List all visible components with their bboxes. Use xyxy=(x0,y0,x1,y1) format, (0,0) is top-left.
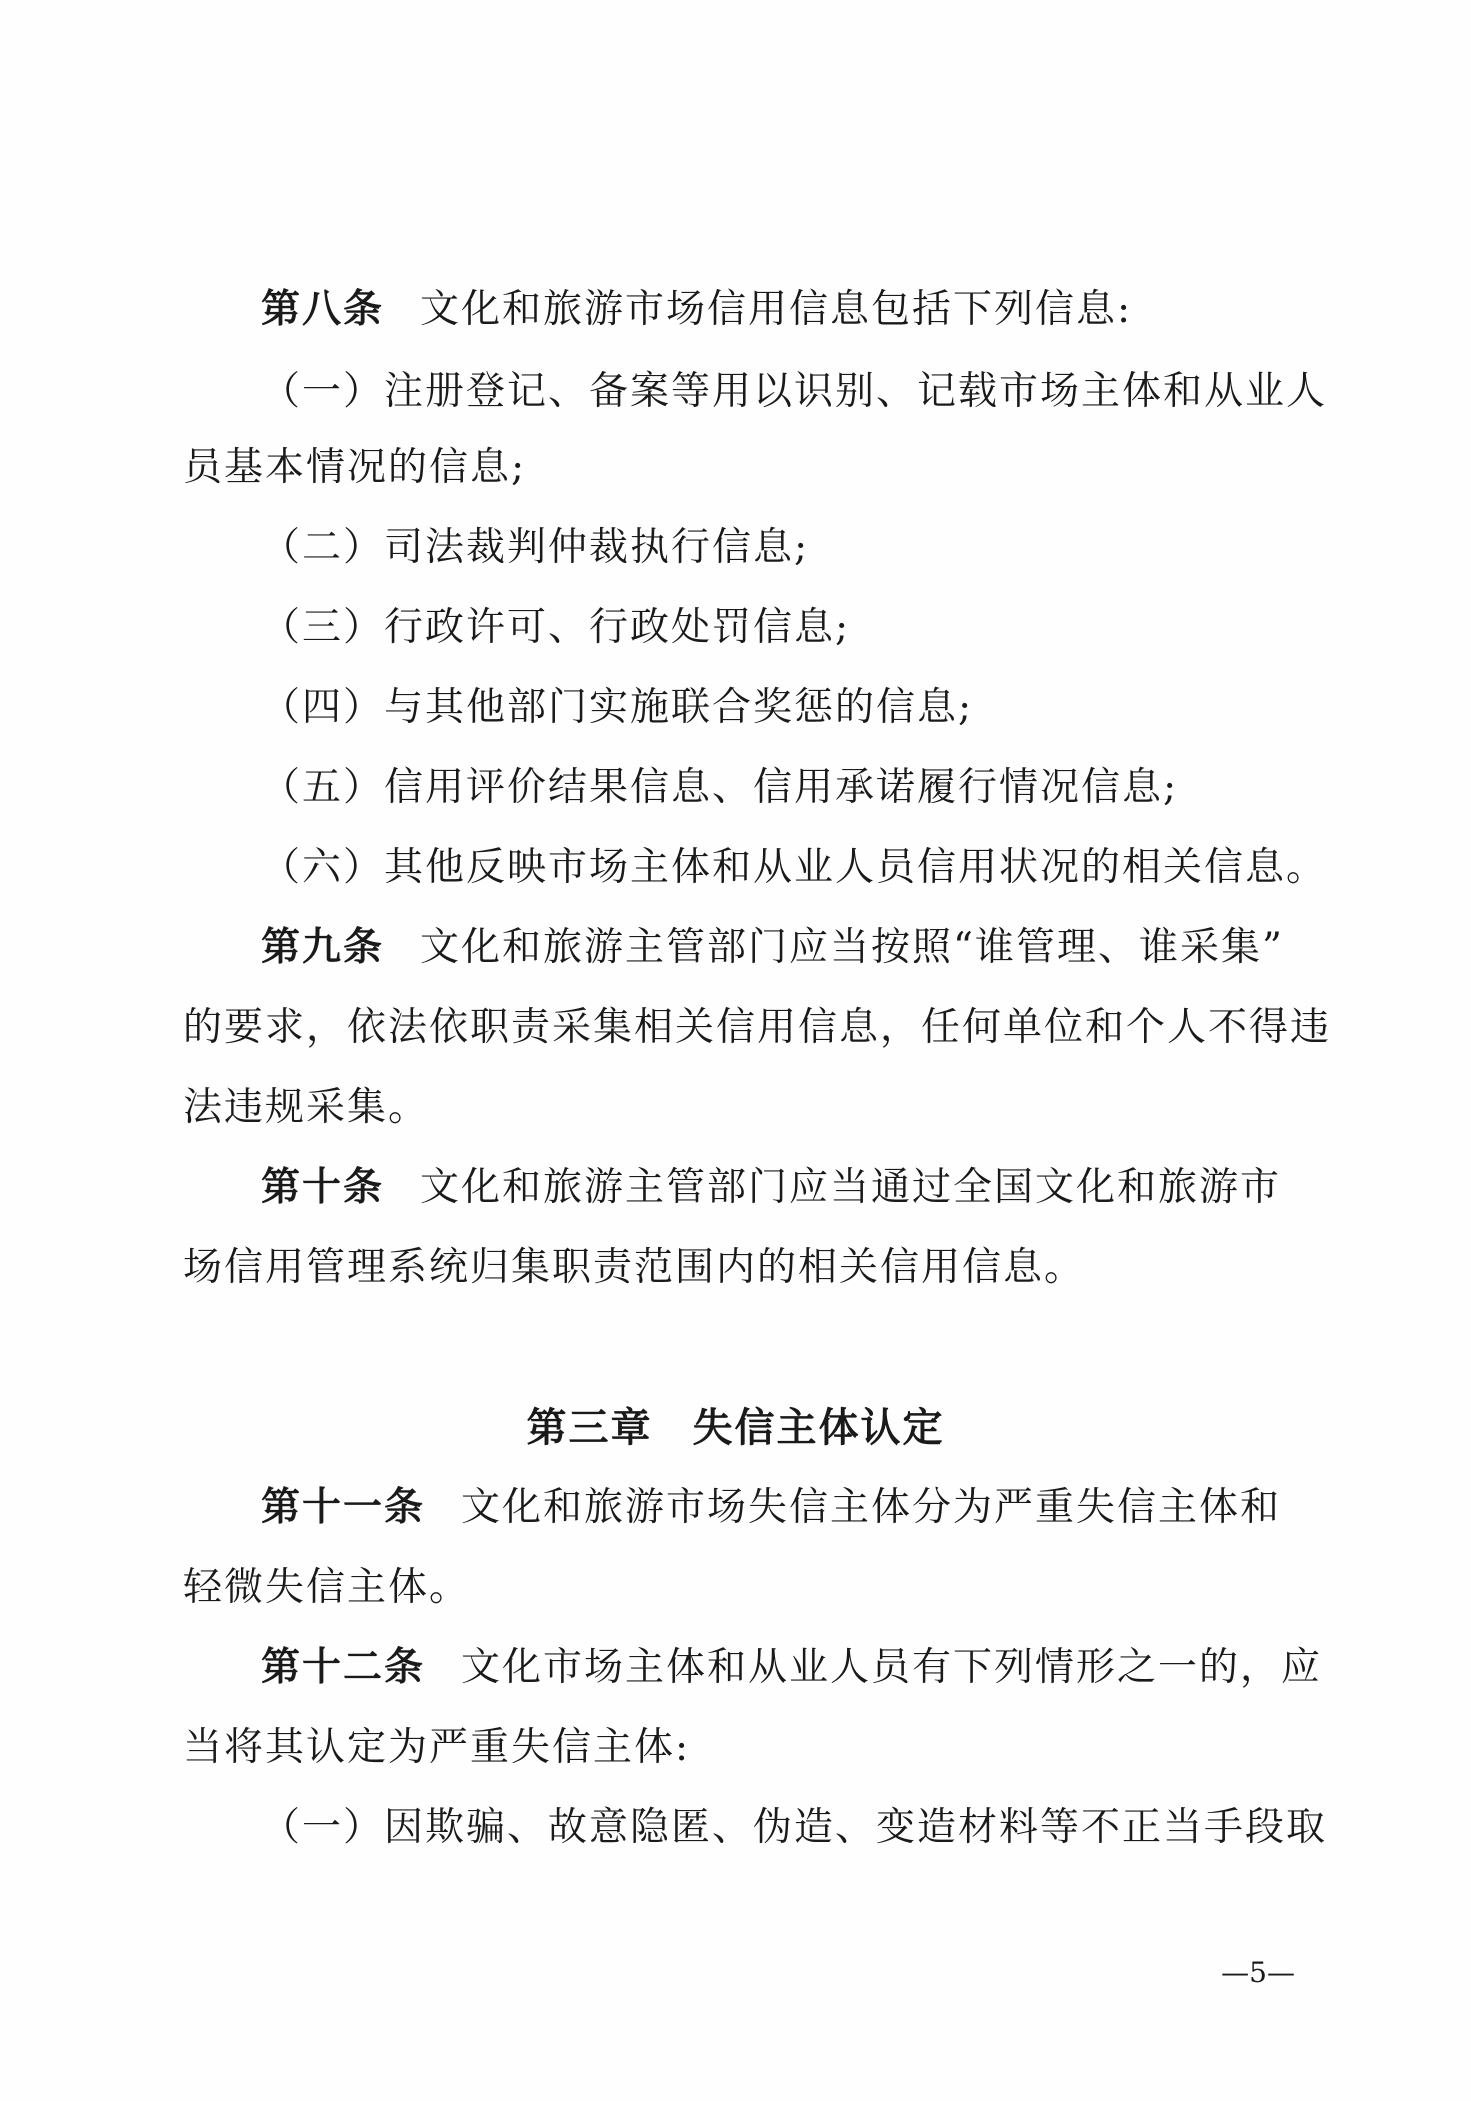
page-number: —5— xyxy=(1221,1956,1295,1989)
article-8-heading: 第八条 xyxy=(261,287,385,332)
article-11-text: 文化和旅游市场失信主体分为严重失信主体和 xyxy=(461,1485,1282,1530)
article-8-item-1-line-1: （一）注册登记、备案等用以识别、记载市场主体和从业人 xyxy=(261,369,1328,414)
article-10-line-1 xyxy=(261,1158,1282,1218)
article-12-line-2: 当将其认定为严重失信主体: xyxy=(183,1725,691,1770)
article-12-item-1: （一）因欺骗、故意隐匿、伪造、变造材料等不正当手段取 xyxy=(261,1805,1328,1850)
article-10-heading: 第十条 xyxy=(261,1165,385,1210)
article-8-item-4: （四）与其他部门实施联合奖惩的信息; xyxy=(261,685,974,730)
article-9-line-1 xyxy=(261,918,1284,978)
article-12-line-1 xyxy=(261,1638,1323,1698)
article-10-text: 文化和旅游主管部门应当通过全国文化和旅游市 xyxy=(420,1165,1282,1210)
article-8-item-1-line-2: 员基本情况的信息; xyxy=(183,445,527,490)
article-11-line-2: 轻微失信主体。 xyxy=(183,1565,471,1610)
article-8-item-6: （六）其他反映市场主体和从业人员信用状况的相关信息。 xyxy=(261,845,1328,890)
article-9-line-3: 法违规采集。 xyxy=(183,1085,430,1130)
article-12-heading: 第十二条 xyxy=(261,1645,426,1690)
article-8-item-5: （五）信用评价结果信息、信用承诺履行情况信息; xyxy=(261,765,1179,810)
article-11-line-1 xyxy=(261,1478,1282,1538)
article-8-text: 文化和旅游市场信用信息包括下列信息: xyxy=(420,287,1133,332)
article-11-heading: 第十一条 xyxy=(261,1485,426,1530)
article-12-text: 文化市场主体和从业人员有下列情形之一的，应 xyxy=(461,1645,1323,1690)
article-10-line-2: 场信用管理系统归集职责范围内的相关信用信息。 xyxy=(183,1245,1086,1290)
article-9-text: 文化和旅游主管部门应当按照“谁管理、谁采集” xyxy=(420,925,1284,970)
article-8-line-1 xyxy=(261,280,1279,340)
article-9-line-2: 的要求，依法依职责采集相关信用信息，任何单位和个人不得违 xyxy=(183,1005,1332,1050)
chapter-heading xyxy=(0,1398,1471,1458)
article-9-heading: 第九条 xyxy=(261,925,385,970)
chapter-title: 失信主体认定 xyxy=(692,1405,945,1451)
chapter-number: 第三章 xyxy=(526,1405,653,1451)
article-8-item-2: （二）司法裁判仲裁执行信息; xyxy=(261,525,810,570)
article-8-item-3: （三）行政许可、行政处罚信息; xyxy=(261,605,851,650)
